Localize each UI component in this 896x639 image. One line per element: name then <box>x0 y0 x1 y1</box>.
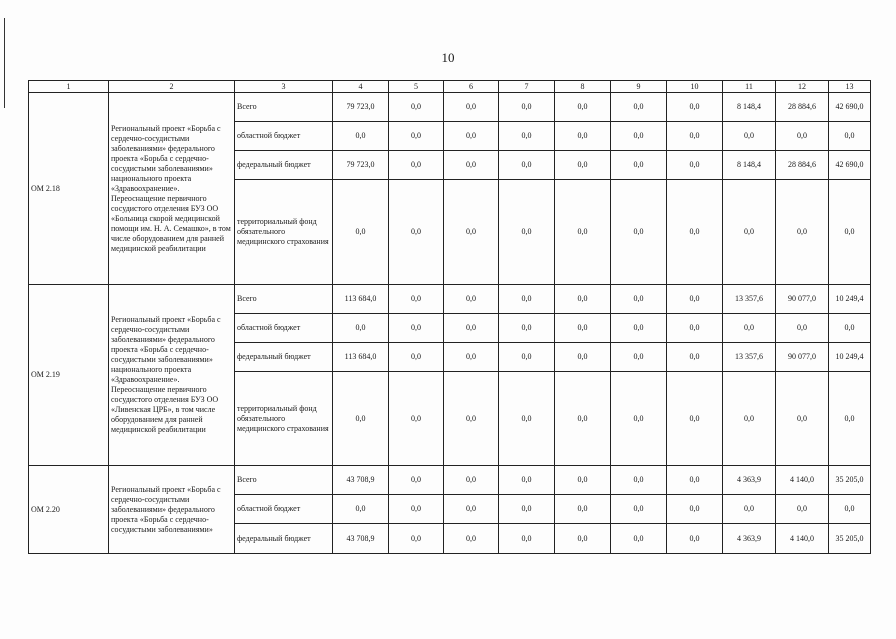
value-cell: 0,0 <box>723 180 776 285</box>
col-header: 11 <box>723 81 776 93</box>
value-cell: 0,0 <box>444 285 499 314</box>
funding-source: областной бюджет <box>235 495 333 524</box>
page-number: 10 <box>441 50 455 65</box>
measure-description: Региональный проект «Борьба с сердечно-сосудистыми заболеваниями» федерального проекта «Борьба с сердечно-сосудистыми заболеваниями» национального проекта «Здравоохранение». Переоснащение первичного сосудистого отделения БУЗ ОО «Ливенская ЦРБ», в том числе оборудованием для ранней медицинской реабилитации <box>109 285 235 466</box>
col-header: 2 <box>109 81 235 93</box>
value-cell: 0,0 <box>444 151 499 180</box>
value-cell: 4 140,0 <box>776 466 829 495</box>
value-cell: 0,0 <box>611 180 667 285</box>
funding-source: областной бюджет <box>235 122 333 151</box>
value-cell: 0,0 <box>829 372 871 466</box>
value-cell: 42 690,0 <box>829 93 871 122</box>
value-cell: 0,0 <box>723 314 776 343</box>
value-cell: 0,0 <box>444 524 499 554</box>
value-cell: 0,0 <box>829 122 871 151</box>
value-cell: 0,0 <box>444 466 499 495</box>
value-cell: 0,0 <box>555 122 611 151</box>
value-cell: 0,0 <box>667 180 723 285</box>
value-cell: 10 249,4 <box>829 285 871 314</box>
value-cell: 0,0 <box>499 93 555 122</box>
funding-source: Всего <box>235 93 333 122</box>
value-cell: 0,0 <box>776 122 829 151</box>
table-row <box>29 285 871 314</box>
col-header: 1 <box>29 81 109 93</box>
value-cell: 0,0 <box>667 285 723 314</box>
value-cell: 0,0 <box>499 122 555 151</box>
value-cell: 10 249,4 <box>829 343 871 372</box>
value-cell: 43 708,9 <box>333 466 389 495</box>
value-cell: 35 205,0 <box>829 524 871 554</box>
value-cell: 0,0 <box>776 314 829 343</box>
value-cell: 0,0 <box>776 495 829 524</box>
value-cell: 0,0 <box>555 314 611 343</box>
value-cell: 0,0 <box>555 93 611 122</box>
value-cell: 28 884,6 <box>776 151 829 180</box>
value-cell: 0,0 <box>555 151 611 180</box>
value-cell: 0,0 <box>444 372 499 466</box>
value-cell: 4 363,9 <box>723 466 776 495</box>
col-header: 5 <box>389 81 444 93</box>
value-cell: 0,0 <box>499 314 555 343</box>
value-cell: 0,0 <box>499 524 555 554</box>
value-cell: 8 148,4 <box>723 151 776 180</box>
value-cell: 0,0 <box>499 285 555 314</box>
value-cell: 42 690,0 <box>829 151 871 180</box>
value-cell: 0,0 <box>444 343 499 372</box>
value-cell: 0,0 <box>667 343 723 372</box>
value-cell: 0,0 <box>499 180 555 285</box>
value-cell: 0,0 <box>444 314 499 343</box>
value-cell: 0,0 <box>611 495 667 524</box>
value-cell: 0,0 <box>444 495 499 524</box>
measure-description: Региональный проект «Борьба с сердечно-сосудистыми заболеваниями» федерального проекта «Борьба с сердечно-сосудистыми заболеваниями» национального проекта «Здравоохранение». Переоснащение первичного сосудистого отделения БУЗ ОО «Больница скорой медицинской помощи им. Н. А. Семашко», в том числе оборудованием для ранней медицинской реабилитации <box>109 93 235 285</box>
value-cell: 35 205,0 <box>829 466 871 495</box>
value-cell: 0,0 <box>389 314 444 343</box>
value-cell: 0,0 <box>555 495 611 524</box>
col-header: 12 <box>776 81 829 93</box>
col-header: 13 <box>829 81 871 93</box>
value-cell: 0,0 <box>723 372 776 466</box>
value-cell: 0,0 <box>333 372 389 466</box>
value-cell: 0,0 <box>333 180 389 285</box>
col-header: 7 <box>499 81 555 93</box>
value-cell: 0,0 <box>611 524 667 554</box>
value-cell: 0,0 <box>611 372 667 466</box>
value-cell: 0,0 <box>389 343 444 372</box>
value-cell: 0,0 <box>723 495 776 524</box>
value-cell: 0,0 <box>555 524 611 554</box>
value-cell: 0,0 <box>499 466 555 495</box>
column-number-row <box>29 81 871 93</box>
value-cell: 79 723,0 <box>333 93 389 122</box>
value-cell: 113 684,0 <box>333 343 389 372</box>
funding-source: территориальный фонд обязательного медицинского страхования <box>235 180 333 285</box>
funding-source: территориальный фонд обязательного медицинского страхования <box>235 372 333 466</box>
value-cell: 0,0 <box>667 314 723 343</box>
value-cell: 0,0 <box>667 495 723 524</box>
value-cell: 0,0 <box>611 343 667 372</box>
value-cell: 0,0 <box>333 495 389 524</box>
value-cell: 79 723,0 <box>333 151 389 180</box>
value-cell: 0,0 <box>829 180 871 285</box>
value-cell: 0,0 <box>555 285 611 314</box>
value-cell: 0,0 <box>444 93 499 122</box>
value-cell: 0,0 <box>389 93 444 122</box>
col-header: 9 <box>611 81 667 93</box>
value-cell: 0,0 <box>389 495 444 524</box>
col-header: 4 <box>333 81 389 93</box>
col-header: 10 <box>667 81 723 93</box>
value-cell: 0,0 <box>776 372 829 466</box>
col-header: 3 <box>235 81 333 93</box>
value-cell: 0,0 <box>389 122 444 151</box>
value-cell: 0,0 <box>555 180 611 285</box>
value-cell: 0,0 <box>499 372 555 466</box>
value-cell: 90 077,0 <box>776 285 829 314</box>
value-cell: 0,0 <box>389 151 444 180</box>
funding-source: федеральный бюджет <box>235 151 333 180</box>
value-cell: 13 357,6 <box>723 285 776 314</box>
value-cell: 0,0 <box>389 180 444 285</box>
value-cell: 0,0 <box>444 122 499 151</box>
funding-source: федеральный бюджет <box>235 524 333 554</box>
value-cell: 0,0 <box>667 122 723 151</box>
value-cell: 0,0 <box>611 285 667 314</box>
funding-source: федеральный бюджет <box>235 343 333 372</box>
value-cell: 0,0 <box>667 372 723 466</box>
col-header: 6 <box>444 81 499 93</box>
col-header: 8 <box>555 81 611 93</box>
value-cell: 0,0 <box>333 314 389 343</box>
measure-code: ОМ 2.19 <box>29 285 109 466</box>
value-cell: 0,0 <box>667 466 723 495</box>
value-cell: 0,0 <box>389 524 444 554</box>
value-cell: 28 884,6 <box>776 93 829 122</box>
value-cell: 0,0 <box>333 122 389 151</box>
table-row <box>29 93 871 122</box>
value-cell: 13 357,6 <box>723 343 776 372</box>
value-cell: 113 684,0 <box>333 285 389 314</box>
measure-code: ОМ 2.18 <box>29 93 109 285</box>
value-cell: 0,0 <box>444 180 499 285</box>
value-cell: 0,0 <box>555 343 611 372</box>
value-cell: 0,0 <box>611 93 667 122</box>
value-cell: 0,0 <box>611 314 667 343</box>
value-cell: 0,0 <box>389 285 444 314</box>
value-cell: 0,0 <box>611 151 667 180</box>
value-cell: 0,0 <box>829 314 871 343</box>
budget-table <box>28 80 871 554</box>
value-cell: 0,0 <box>389 466 444 495</box>
value-cell: 43 708,9 <box>333 524 389 554</box>
value-cell: 4 363,9 <box>723 524 776 554</box>
value-cell: 0,0 <box>723 122 776 151</box>
value-cell: 4 140,0 <box>776 524 829 554</box>
value-cell: 0,0 <box>776 180 829 285</box>
value-cell: 0,0 <box>829 495 871 524</box>
funding-source: областной бюджет <box>235 314 333 343</box>
table-row <box>29 466 871 495</box>
measure-code: ОМ 2.20 <box>29 466 109 554</box>
value-cell: 90 077,0 <box>776 343 829 372</box>
value-cell: 0,0 <box>499 151 555 180</box>
value-cell: 0,0 <box>611 122 667 151</box>
value-cell: 0,0 <box>389 372 444 466</box>
funding-source: Всего <box>235 466 333 495</box>
value-cell: 8 148,4 <box>723 93 776 122</box>
value-cell: 0,0 <box>555 466 611 495</box>
measure-description: Региональный проект «Борьба с сердечно-сосудистыми заболеваниями» федерального проекта «Борьба с сердечно-сосудистыми заболеваниями» <box>109 466 235 554</box>
value-cell: 0,0 <box>499 495 555 524</box>
funding-source: Всего <box>235 285 333 314</box>
value-cell: 0,0 <box>667 524 723 554</box>
value-cell: 0,0 <box>667 151 723 180</box>
value-cell: 0,0 <box>555 372 611 466</box>
value-cell: 0,0 <box>499 343 555 372</box>
value-cell: 0,0 <box>667 93 723 122</box>
value-cell: 0,0 <box>611 466 667 495</box>
